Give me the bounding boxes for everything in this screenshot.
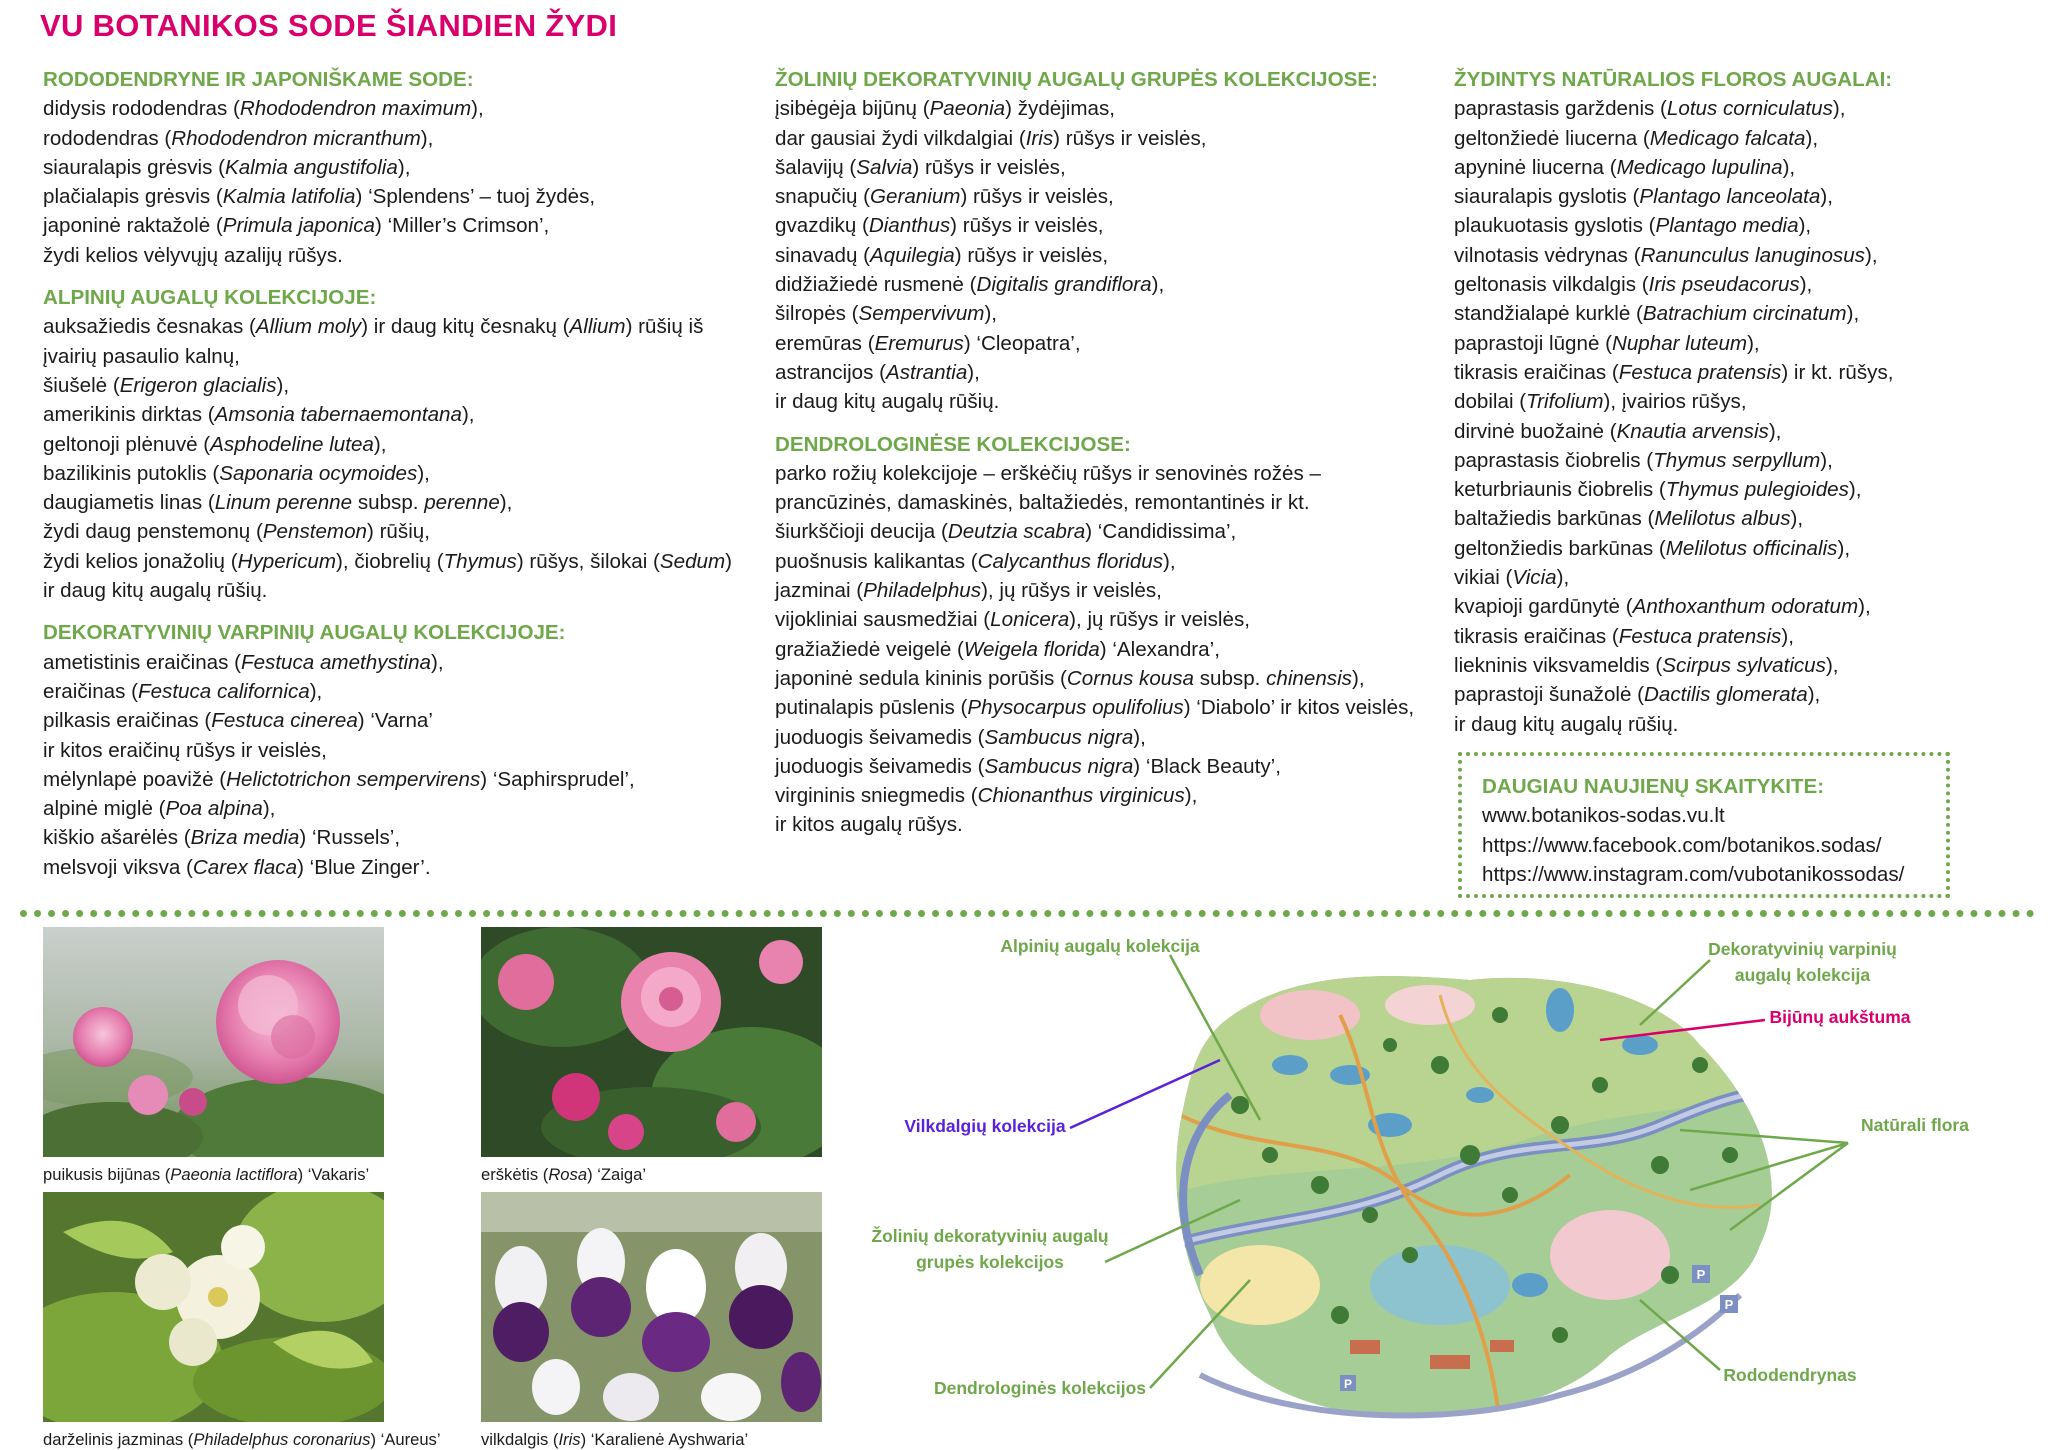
parking-sign-1 bbox=[1692, 1265, 1710, 1283]
plant-line: standžialapė kurklė (Batrachium circinatum), bbox=[1454, 302, 1860, 326]
plant-line: gvazdikų (Dianthus) rūšys ir veislės, bbox=[775, 214, 1104, 238]
plant-line: kvapioji gardūnytė (Anthoxanthum odoratum), bbox=[1454, 595, 1871, 619]
plant-line: vilnotasis vėdrynas (Ranunculus lanuginosus), bbox=[1454, 243, 1878, 267]
section bbox=[775, 430, 1450, 840]
plant-line: japoninė sedula kininis porūšis (Cornus kousa subsp. chinensis), bbox=[775, 666, 1365, 690]
plant-line: siauralapis gyslotis (Plantago lanceolata), bbox=[1454, 185, 1833, 209]
iris-caption: vilkdalgis (Iris) ‘Karalienė Ayshwaria’ bbox=[481, 1430, 749, 1449]
plant-line: auksažiedis česnakas (Allium moly) ir daug kitų česnakų (Allium) rūšių iš bbox=[43, 315, 704, 339]
plant-line: snapučių (Geranium) rūšys ir veislės, bbox=[775, 185, 1114, 209]
plant-line: rododendras (Rhododendron micranthum), bbox=[43, 126, 434, 150]
map-label-natural: Natūrali flora bbox=[1861, 1115, 1969, 1135]
section bbox=[775, 65, 1450, 417]
plant-line: vijokliniai sausmedžiai (Lonicera), jų rūšys ir veislės, bbox=[775, 608, 1250, 632]
plant-line: dobilai (Trifolium), įvairios rūšys, bbox=[1454, 390, 1747, 414]
plant-line: baltažiedis barkūnas (Melilotus albus), bbox=[1454, 507, 1804, 531]
map-label-iris: Vilkdalgių kolekcija bbox=[904, 1116, 1066, 1136]
plant-line: bazilikinis putoklis (Saponaria ocymoides), bbox=[43, 461, 430, 485]
column-1 bbox=[43, 65, 773, 895]
plant-line: parko rožių kolekcijoje – erškėčių rūšys ir senovinės rožės – bbox=[775, 461, 1321, 485]
plant-line: geltonžiedis barkūnas (Melilotus officinalis), bbox=[1454, 536, 1851, 560]
plant-line: astrancijos (Astrantia), bbox=[775, 360, 980, 384]
plant-line: šalavijų (Salvia) rūšys ir veislės, bbox=[775, 155, 1066, 179]
section-heading: RODODENDRYNE IR JAPONIŠKAME SODE: bbox=[43, 68, 474, 91]
plant-line: šiurkščioji deucija (Deutzia scabra) ‘Candidissima’, bbox=[775, 520, 1237, 544]
plant-line: keturbriaunis čiobrelis (Thymus pulegioides), bbox=[1454, 478, 1862, 502]
plant-line: siauralapis grėsvis (Kalmia angustifolia), bbox=[43, 155, 411, 179]
section-heading: ŽYDINTYS NATŪRALIOS FLOROS AUGALAI: bbox=[1454, 68, 1893, 91]
section-heading: DENDROLOGINĖSE KOLEKCIJOSE: bbox=[775, 432, 1131, 456]
plant-line: ir kitos augalų rūšys. bbox=[775, 813, 963, 837]
plant-line: prancūzinės, damaskinės, baltažiedės, remontantinės ir kt. bbox=[775, 491, 1310, 515]
map-label-dendrology: Dendrologinės kolekcijos bbox=[934, 1378, 1146, 1398]
plant-line: amerikinis dirktas (Amsonia tabernaemontana), bbox=[43, 403, 475, 427]
parking-sign-3 bbox=[1340, 1375, 1356, 1391]
plant-line: juoduogis šeivamedis (Sambucus nigra), bbox=[775, 725, 1146, 749]
iris-photo bbox=[481, 1192, 822, 1422]
plant-line: didžiažiedė rusmenė (Digitalis grandiflora), bbox=[775, 273, 1165, 297]
plant-line: virgininis sniegmedis (Chionanthus virginicus), bbox=[775, 784, 1198, 808]
plant-line: juoduogis šeivamedis (Sambucus nigra) ‘Black Beauty’, bbox=[775, 754, 1281, 778]
plant-line: paprastasis garždenis (Lotus corniculatus), bbox=[1454, 97, 1846, 121]
map-label-peony: Bijūnų aukštuma bbox=[1769, 1007, 1911, 1027]
map-label-grasses: Dekoratyvinių varpinių augalų kolekcija bbox=[1708, 939, 1897, 985]
plant-line: vikiai (Vicia), bbox=[1454, 566, 1570, 590]
section-heading: ALPINIŲ AUGALŲ KOLEKCIJOJE: bbox=[43, 286, 377, 310]
plant-line: paprastoji lūgnė (Nuphar luteum), bbox=[1454, 331, 1760, 355]
plant-line: paprastoji šunažolė (Dactilis glomerata), bbox=[1454, 683, 1821, 707]
dotted-divider bbox=[20, 910, 2035, 917]
rose-caption: erškėtis (Rosa) ‘Zaiga’ bbox=[481, 1165, 647, 1184]
mock-orange-caption: darželinis jazminas (Philadelphus coronarius) ‘Aureus’ bbox=[43, 1430, 441, 1449]
section bbox=[43, 65, 773, 270]
plant-line: ir daug kitų augalų rūšių. bbox=[775, 390, 1000, 414]
plant-line: japoninė raktažolė (Primula japonica) ‘Miller’s Crimson’, bbox=[43, 214, 550, 238]
plant-line: sinavadų (Aquilegia) rūšys ir veislės, bbox=[775, 243, 1109, 267]
plant-line: geltonžiedė liucerna (Medicago falcata), bbox=[1454, 126, 1819, 150]
plant-line: žydi kelios vėlyvųjų azalijų rūšys. bbox=[43, 243, 343, 267]
rose-photo bbox=[481, 927, 822, 1157]
plant-line: šilropės (Sempervivum), bbox=[775, 302, 998, 326]
news-link-facebook[interactable]: https://www.facebook.com/botanikos.sodas/ bbox=[1482, 833, 1882, 857]
plant-line: dirvinė buožainė (Knautia arvensis), bbox=[1454, 419, 1782, 443]
plant-line: žydi kelios jonažolių (Hypericum), čiobrelių (Thymus) rūšys, šilokai (Sedum) bbox=[43, 549, 732, 573]
plant-line: dar gausiai žydi vilkdalgiai (Iris) rūšys ir veislės, bbox=[775, 126, 1207, 150]
plant-line: putinalapis pūslenis (Physocarpus opulifolius) ‘Diabolo’ ir kitos veislės, bbox=[775, 696, 1415, 720]
page-title: VU BOTANIKOS SODE ŠIANDIEN ŽYDI bbox=[40, 8, 618, 43]
news-link-website[interactable]: www.botanikos-sodas.vu.lt bbox=[1482, 804, 1725, 828]
map-label-rhododendron: Rododendrynas bbox=[1723, 1365, 1857, 1385]
plant-line: pilkasis eraičinas (Festuca cinerea) ‘Varna’ bbox=[43, 709, 433, 733]
plant-line: puošnusis kalikantas (Calycanthus floridus), bbox=[775, 549, 1176, 573]
news-heading: DAUGIAU NAUJIENŲ SKAITYKITE: bbox=[1482, 775, 1825, 798]
plant-line: ir daug kitų augalų rūšių. bbox=[43, 579, 268, 603]
map-label-herbaceous: Žolinių dekoratyvinių augalų grupės kolekcijos bbox=[871, 1226, 1109, 1272]
svg-text:P: P bbox=[1696, 1267, 1706, 1282]
plant-line: eraičinas (Festuca californica), bbox=[43, 679, 323, 703]
section bbox=[1454, 65, 2034, 739]
plant-line: ir daug kitų augalų rūšių. bbox=[1454, 712, 1679, 736]
plant-line: liekninis viksvameldis (Scirpus sylvaticus), bbox=[1454, 653, 1839, 677]
plant-line: apyninė liucerna (Medicago lupulina), bbox=[1454, 155, 1796, 179]
column-2 bbox=[775, 65, 1450, 853]
plant-line: geltonoji plėnuvė (Asphodeline lutea), bbox=[43, 432, 387, 456]
section bbox=[43, 283, 773, 605]
plant-line: geltonasis vilkdalgis (Iris pseudacorus), bbox=[1454, 273, 1813, 297]
svg-text:P: P bbox=[1724, 1297, 1734, 1312]
svg-text:P: P bbox=[1343, 1377, 1353, 1391]
garden-map bbox=[1140, 955, 1800, 1430]
mock-orange-photo bbox=[43, 1192, 384, 1422]
map-label-alpine: Alpinių augalų kolekcija bbox=[1000, 936, 1200, 956]
plant-line: gražiažiedė veigelė (Weigela florida) ‘Alexandra’, bbox=[775, 637, 1220, 661]
plant-line: kiškio ašarėlės (Briza media) ‘Russels’, bbox=[43, 826, 401, 850]
plant-line: žydi daug penstemonų (Penstemon) rūšių, bbox=[43, 520, 430, 544]
plant-line: melsvoji viksva (Carex flaca) ‘Blue Zinger’. bbox=[43, 855, 431, 879]
plant-line: eremūras (Eremurus) ‘Cleopatra’, bbox=[775, 331, 1081, 355]
plant-line: įvairių pasaulio kalnų, bbox=[43, 344, 240, 368]
plant-line: paprastasis čiobrelis (Thymus serpyllum), bbox=[1454, 448, 1833, 472]
plant-line: ir kitos eraičinų rūšys ir veislės, bbox=[43, 738, 327, 762]
plant-line: didysis rododendras (Rhododendron maximum), bbox=[43, 97, 484, 121]
news-box bbox=[1458, 752, 1950, 898]
plant-line: tikrasis eraičinas (Festuca pratensis) ir kt. rūšys, bbox=[1454, 360, 1894, 384]
section-heading: ŽOLINIŲ DEKORATYVINIŲ AUGALŲ GRUPĖS KOLEKCIJOSE: bbox=[775, 68, 1378, 91]
plant-line: tikrasis eraičinas (Festuca pratensis), bbox=[1454, 624, 1794, 648]
peony-photo bbox=[43, 927, 384, 1157]
plant-line: jazminai (Philadelphus), jų rūšys ir veislės, bbox=[775, 579, 1162, 603]
plant-line: šiušelė (Erigeron glacialis), bbox=[43, 373, 290, 397]
plant-line: įsibėgėja bijūnų (Paeonia) žydėjimas, bbox=[775, 97, 1115, 121]
plant-line: mėlynlapė poavižė (Helictotrichon sempervirens) ‘Saphirsprudel’, bbox=[43, 767, 635, 791]
plant-line: daugiametis linas (Linum perenne subsp. perenne), bbox=[43, 491, 513, 515]
plant-line: ametistinis eraičinas (Festuca amethystina), bbox=[43, 650, 444, 674]
plant-line: plačialapis grėsvis (Kalmia latifolia) ‘Splendens’ – tuoj žydės, bbox=[43, 185, 596, 209]
news-link-instagram[interactable]: https://www.instagram.com/vubotanikossodas/ bbox=[1482, 862, 1905, 886]
plant-line: plaukuotasis gyslotis (Plantago media), bbox=[1454, 214, 1812, 238]
peony-caption: puikusis bijūnas (Paeonia lactiflora) ‘Vakaris’ bbox=[43, 1165, 370, 1184]
section-heading: DEKORATYVINIŲ VARPINIŲ AUGALŲ KOLEKCIJOJE: bbox=[43, 621, 566, 645]
column-3 bbox=[1454, 65, 2034, 752]
section bbox=[43, 618, 773, 882]
parking-sign-2 bbox=[1720, 1295, 1738, 1313]
plant-line: alpinė miglė (Poa alpina), bbox=[43, 797, 276, 821]
